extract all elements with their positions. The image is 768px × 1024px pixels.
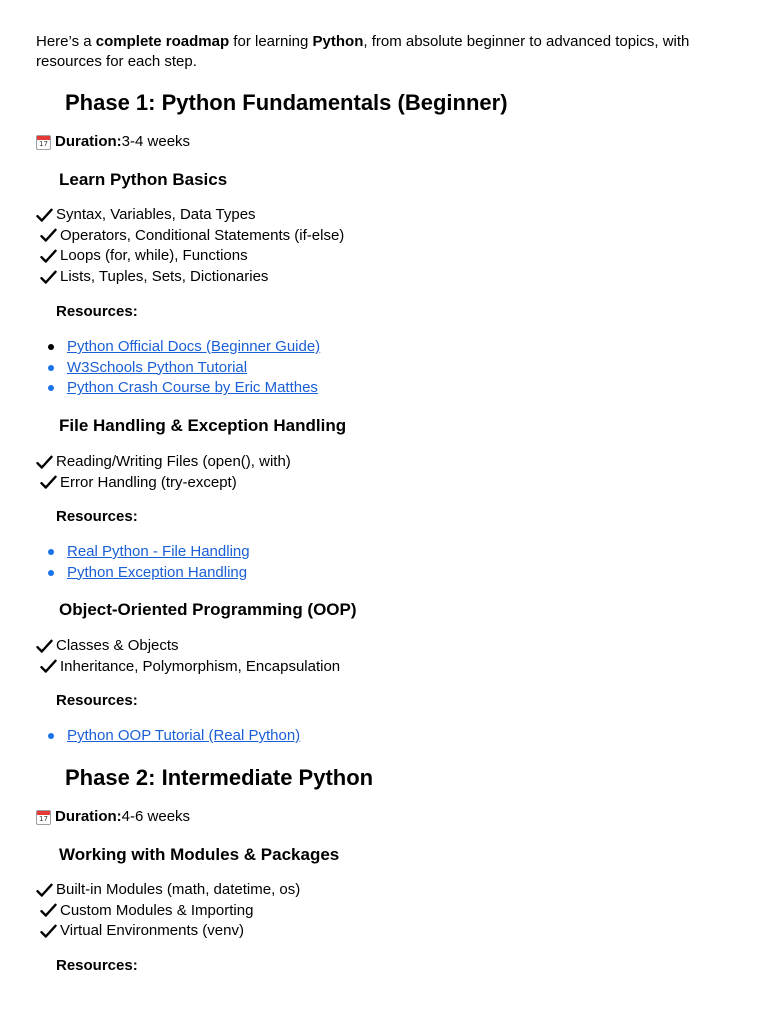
- checklist-item: [36, 901, 300, 922]
- resource-item: [36, 337, 320, 358]
- check-icon: [40, 228, 57, 243]
- resource-list-python-basics: [36, 337, 320, 399]
- check-icon: [36, 883, 53, 898]
- checklist-oop: [36, 636, 340, 677]
- section-title-oop: Object-Oriented Programming (OOP): [59, 600, 357, 619]
- checklist-item: [36, 246, 344, 267]
- section-title-python-basics: Learn Python Basics: [59, 170, 228, 189]
- check-icon: [36, 455, 53, 470]
- intro-text: for learning: [229, 33, 313, 50]
- bullet-icon: [48, 385, 54, 391]
- checklist-item-text: Lists, Tuples, Sets, Dictionaries: [60, 267, 269, 285]
- resources-label: Resources:: [56, 692, 138, 709]
- check-icon: [40, 659, 57, 674]
- resource-item: [36, 358, 320, 379]
- resource-link-python-official-docs[interactable]: Python Official Docs (Beginner Guide): [67, 338, 321, 355]
- checklist-item: [36, 473, 291, 494]
- phase-2-duration: [36, 807, 190, 827]
- bullet-icon: [48, 344, 54, 350]
- phase-1-duration: [36, 132, 190, 152]
- resource-list-oop: [36, 726, 300, 747]
- checklist-file-handling: [36, 452, 291, 493]
- bullet-icon: [48, 733, 54, 739]
- intro-bold-roadmap: complete roadmap: [95, 33, 230, 50]
- resource-link-crash-course[interactable]: Python Crash Course by Eric Matthes: [67, 379, 318, 397]
- resource-link-w3schools[interactable]: W3Schools Python Tutorial: [67, 358, 248, 376]
- calendar-icon: [36, 810, 51, 825]
- resources-label: Resources:: [56, 508, 138, 525]
- resource-item: [36, 542, 250, 563]
- resources-label: Resources:: [56, 303, 138, 320]
- duration-value: 4-6 weeks: [121, 808, 191, 825]
- resource-link-real-python-file-handling[interactable]: Real Python - File Handling: [67, 543, 250, 560]
- checklist-item-text: Error Handling (try-except): [60, 473, 237, 491]
- check-icon: [40, 903, 57, 918]
- check-icon: [40, 249, 57, 264]
- resource-list-file-handling: [36, 542, 250, 583]
- section-title-file-handling: File Handling & Exception Handling: [59, 416, 347, 435]
- calendar-icon: [36, 135, 51, 150]
- check-icon: [40, 475, 57, 490]
- checklist-item: [36, 636, 340, 657]
- bullet-icon: [48, 365, 54, 371]
- checklist-item-text: Built-in Modules (math, datetime, os): [56, 881, 301, 898]
- checklist-item-text: Classes & Objects: [56, 637, 179, 654]
- resource-item: [36, 563, 250, 584]
- resource-link-oop-tutorial[interactable]: Python OOP Tutorial (Real Python): [67, 727, 301, 744]
- section-title-modules-packages: Working with Modules & Packages: [59, 845, 340, 864]
- checklist-item-text: Syntax, Variables, Data Types: [56, 206, 256, 223]
- duration-value: 3-4 weeks: [121, 133, 191, 150]
- intro-text: , from absolute beginner to advanced topics, with resources for each step.: [36, 33, 690, 70]
- checklist-item-text: Loops (for, while), Functions: [60, 247, 248, 265]
- bullet-icon: [48, 549, 54, 555]
- checklist-item: [36, 921, 300, 942]
- check-icon: [40, 270, 57, 285]
- checklist-python-basics: [36, 205, 344, 287]
- intro-bold-python: Python: [312, 33, 364, 50]
- resource-item: [36, 726, 300, 747]
- check-icon: [36, 208, 53, 223]
- checklist-item-text: Inheritance, Polymorphism, Encapsulation: [60, 657, 341, 675]
- resource-link-exception-handling[interactable]: Python Exception Handling: [67, 563, 248, 581]
- phase-1-title: Phase 1: Python Fundamentals (Beginner): [65, 90, 508, 115]
- checklist-item-text: Operators, Conditional Statements (if-else): [60, 226, 345, 244]
- check-icon: [36, 639, 53, 654]
- check-icon: [40, 924, 57, 939]
- resources-label: Resources:: [56, 957, 138, 974]
- checklist-modules-packages: [36, 880, 300, 942]
- duration-label: Duration:: [55, 808, 122, 825]
- checklist-item: [36, 880, 300, 901]
- checklist-item: [36, 657, 340, 678]
- checklist-item-text: Custom Modules & Importing: [60, 901, 254, 919]
- checklist-item: [36, 452, 291, 473]
- phase-2-title: Phase 2: Intermediate Python: [65, 765, 374, 790]
- duration-label: Duration:: [55, 133, 122, 150]
- checklist-item: [36, 205, 344, 226]
- intro-paragraph: [36, 32, 736, 72]
- checklist-item-text: Reading/Writing Files (open(), with): [56, 453, 291, 470]
- resource-item: [36, 378, 320, 399]
- checklist-item: [36, 267, 344, 288]
- bullet-icon: [48, 570, 54, 576]
- checklist-item: [36, 226, 344, 247]
- intro-text: Here’s a: [36, 33, 96, 50]
- checklist-item-text: Virtual Environments (venv): [60, 922, 244, 940]
